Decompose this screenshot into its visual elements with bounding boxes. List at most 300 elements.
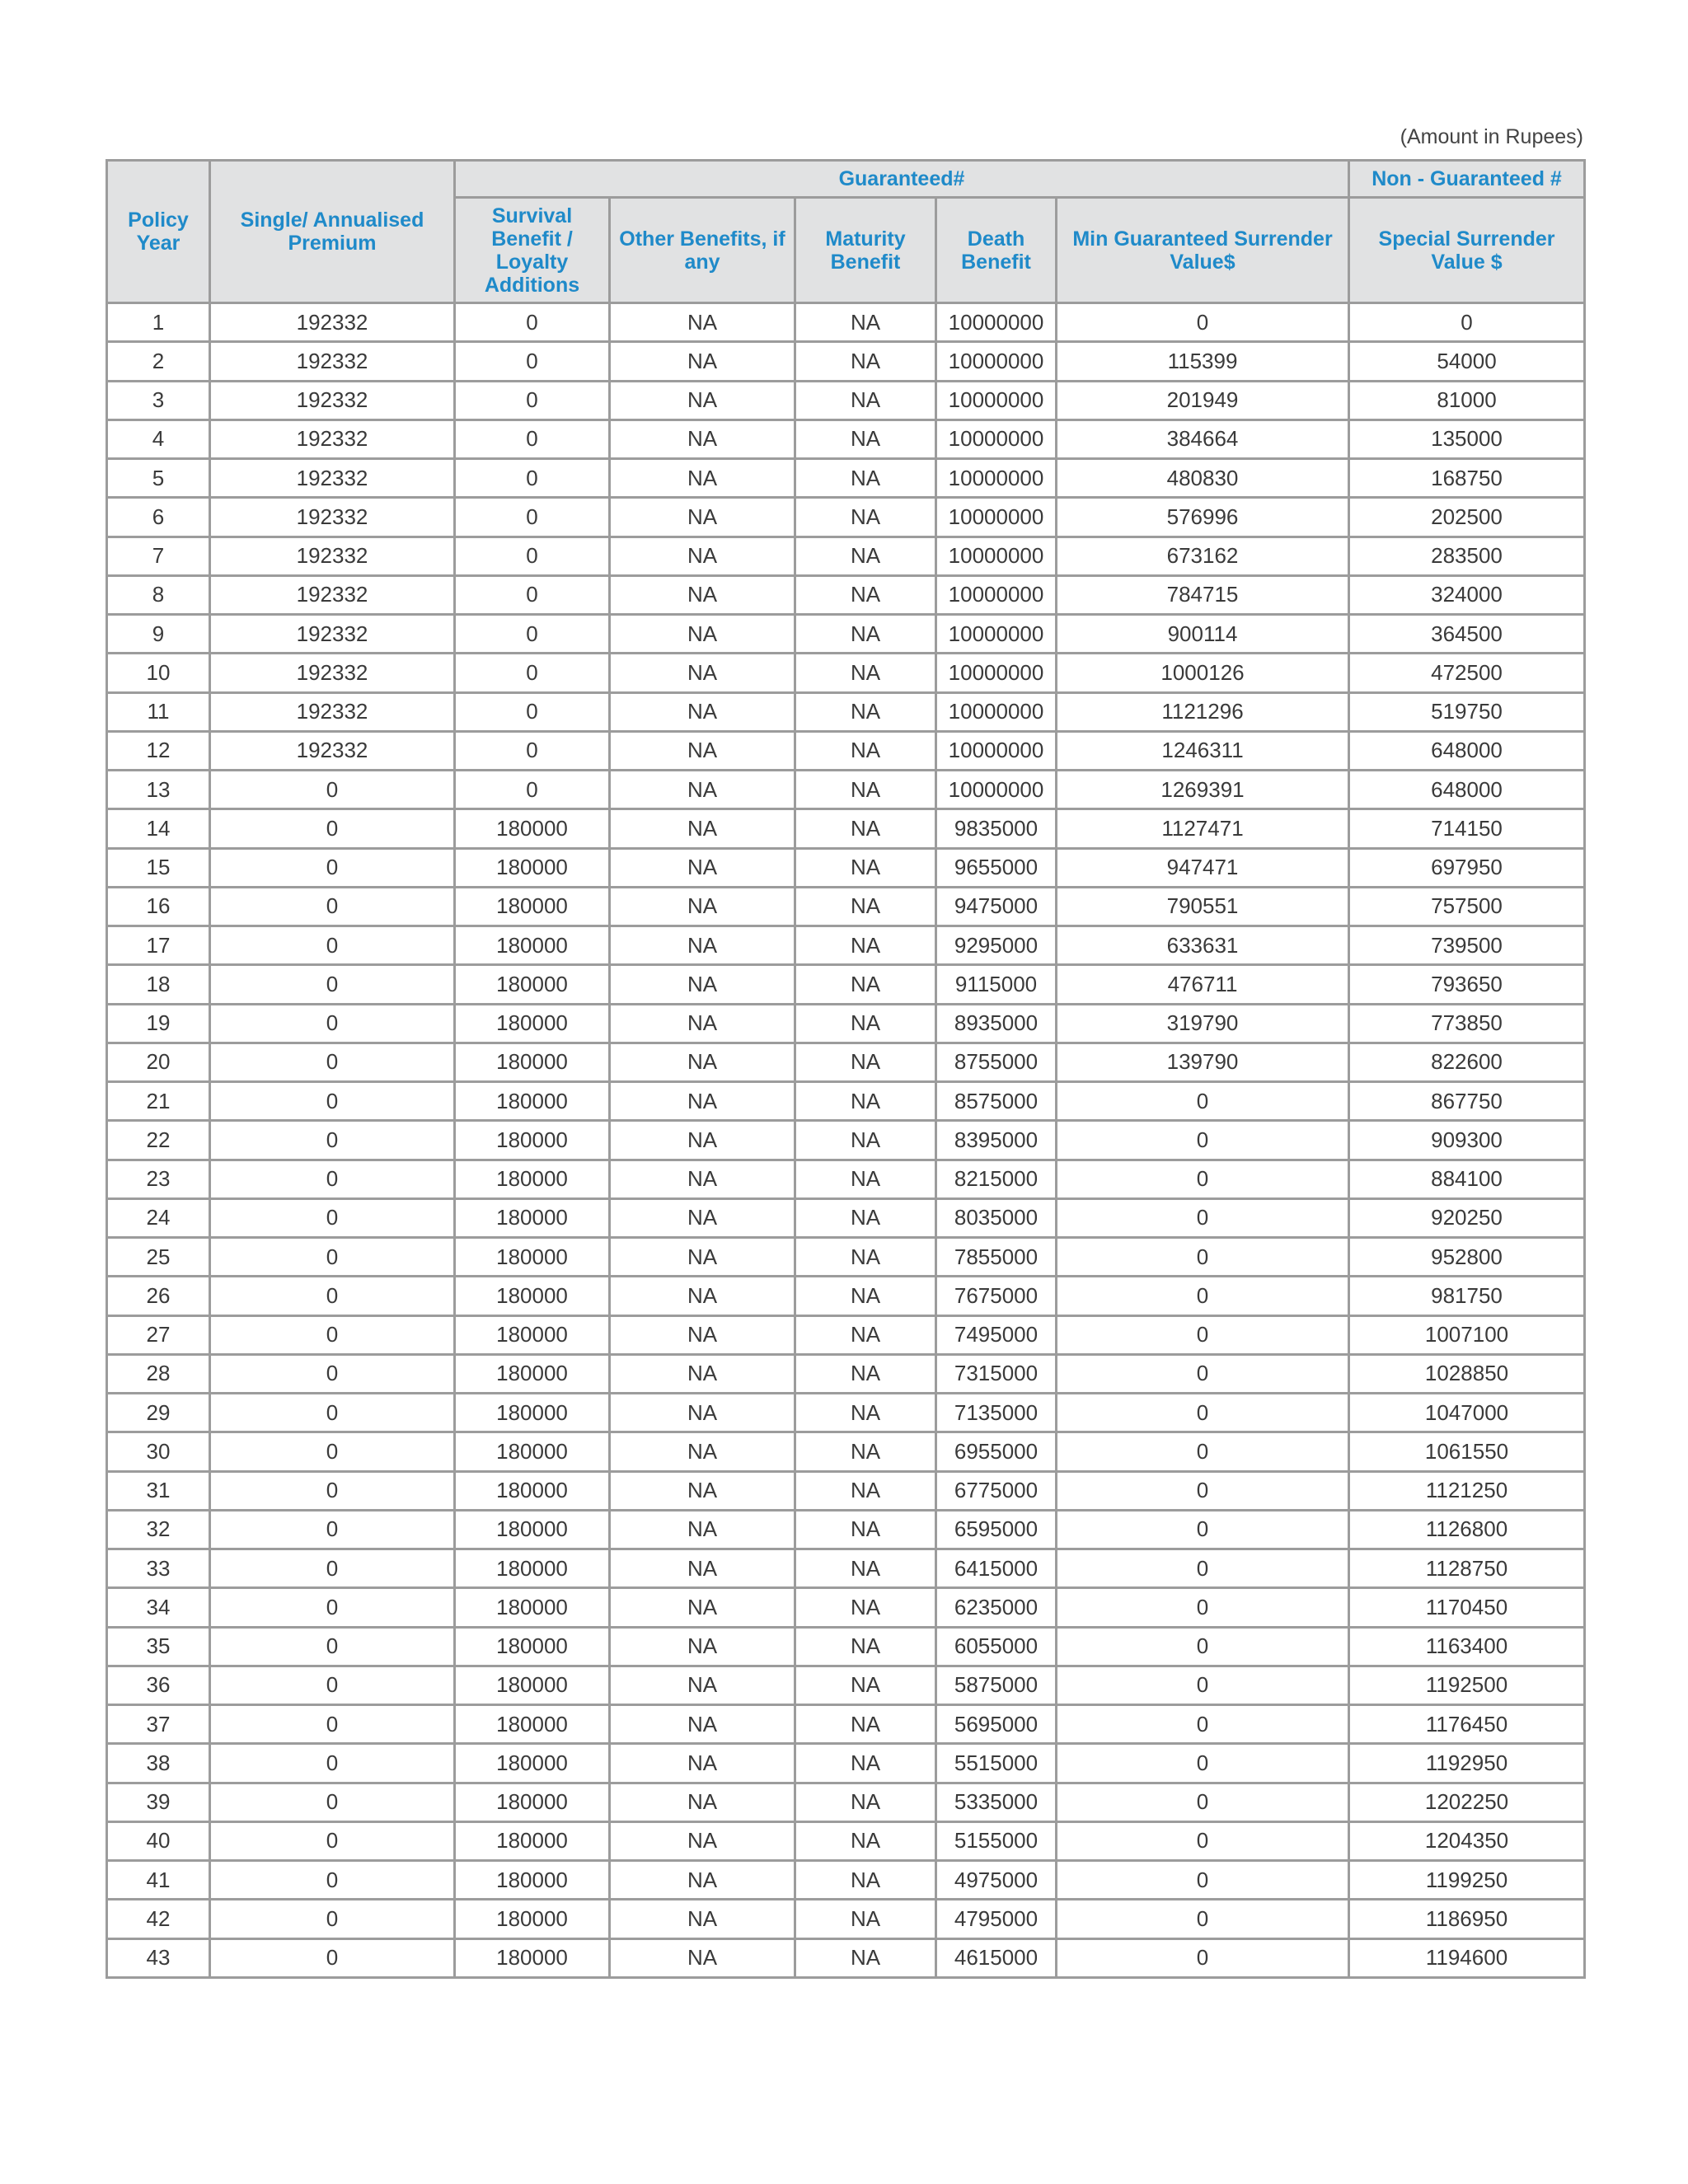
maturity-benefit-cell: NA xyxy=(795,692,936,731)
survival-benefit-cell: 0 xyxy=(455,575,610,614)
survival-benefit-cell: 0 xyxy=(455,419,610,458)
special-surrender-cell: 1047000 xyxy=(1349,1394,1585,1432)
min-surrender-cell: 900114 xyxy=(1057,615,1349,654)
special-surrender-cell: 867750 xyxy=(1349,1082,1585,1121)
maturity-benefit-cell: NA xyxy=(795,1900,936,1938)
premium-cell: 0 xyxy=(210,1627,455,1666)
survival-benefit-cell: 0 xyxy=(455,654,610,692)
other-benefits-cell: NA xyxy=(610,1705,795,1744)
maturity-benefit-cell: NA xyxy=(795,771,936,809)
policy-year-cell: 13 xyxy=(107,771,210,809)
death-benefit-cell: 10000000 xyxy=(936,342,1057,381)
table-row xyxy=(107,1315,1585,1354)
policy-year-cell: 36 xyxy=(107,1666,210,1704)
survival-benefit-cell: 180000 xyxy=(455,1354,610,1393)
header-special-surrender: Special Surrender Value $ xyxy=(1349,198,1585,303)
min-surrender-cell: 0 xyxy=(1057,1432,1349,1471)
policy-year-cell: 11 xyxy=(107,692,210,731)
death-benefit-cell: 5155000 xyxy=(936,1821,1057,1860)
table-row xyxy=(107,498,1585,537)
special-surrender-cell: 1061550 xyxy=(1349,1432,1585,1471)
survival-benefit-cell: 0 xyxy=(455,615,610,654)
min-surrender-cell: 0 xyxy=(1057,1821,1349,1860)
table-row xyxy=(107,692,1585,731)
special-surrender-cell: 981750 xyxy=(1349,1277,1585,1315)
maturity-benefit-cell: NA xyxy=(795,731,936,770)
premium-cell: 192332 xyxy=(210,498,455,537)
min-surrender-cell: 0 xyxy=(1057,1705,1349,1744)
death-benefit-cell: 5875000 xyxy=(936,1666,1057,1704)
other-benefits-cell: NA xyxy=(610,771,795,809)
death-benefit-cell: 6235000 xyxy=(936,1588,1057,1627)
header-survival-benefit: Survival Benefit / Loyalty Additions xyxy=(455,198,610,303)
other-benefits-cell: NA xyxy=(610,419,795,458)
premium-cell: 0 xyxy=(210,1354,455,1393)
special-surrender-cell: 739500 xyxy=(1349,926,1585,965)
maturity-benefit-cell: NA xyxy=(795,1238,936,1277)
policy-year-cell: 18 xyxy=(107,965,210,1004)
premium-cell: 0 xyxy=(210,926,455,965)
premium-cell: 0 xyxy=(210,1004,455,1043)
survival-benefit-cell: 180000 xyxy=(455,848,610,887)
death-benefit-cell: 10000000 xyxy=(936,419,1057,458)
maturity-benefit-cell: NA xyxy=(795,1121,936,1160)
special-surrender-cell: 920250 xyxy=(1349,1198,1585,1237)
min-surrender-cell: 480830 xyxy=(1057,459,1349,498)
maturity-benefit-cell: NA xyxy=(795,498,936,537)
other-benefits-cell: NA xyxy=(610,1900,795,1938)
premium-cell: 0 xyxy=(210,1549,455,1588)
other-benefits-cell: NA xyxy=(610,1744,795,1783)
other-benefits-cell: NA xyxy=(610,303,795,342)
death-benefit-cell: 6775000 xyxy=(936,1471,1057,1510)
table-row xyxy=(107,1432,1585,1471)
premium-cell: 192332 xyxy=(210,575,455,614)
maturity-benefit-cell: NA xyxy=(795,1588,936,1627)
other-benefits-cell: NA xyxy=(610,731,795,770)
other-benefits-cell: NA xyxy=(610,1666,795,1704)
survival-benefit-cell: 180000 xyxy=(455,1198,610,1237)
survival-benefit-cell: 180000 xyxy=(455,1315,610,1354)
table-row xyxy=(107,1198,1585,1237)
table-row xyxy=(107,1861,1585,1900)
maturity-benefit-cell: NA xyxy=(795,1198,936,1237)
policy-year-cell: 19 xyxy=(107,1004,210,1043)
premium-cell: 0 xyxy=(210,809,455,848)
min-surrender-cell: 139790 xyxy=(1057,1043,1349,1081)
policy-year-cell: 25 xyxy=(107,1238,210,1277)
premium-cell: 192332 xyxy=(210,537,455,575)
other-benefits-cell: NA xyxy=(610,1861,795,1900)
policy-year-cell: 23 xyxy=(107,1160,210,1198)
special-surrender-cell: 773850 xyxy=(1349,1004,1585,1043)
min-surrender-cell: 0 xyxy=(1057,1627,1349,1666)
other-benefits-cell: NA xyxy=(610,926,795,965)
policy-year-cell: 40 xyxy=(107,1821,210,1860)
survival-benefit-cell: 180000 xyxy=(455,1238,610,1277)
table-row xyxy=(107,459,1585,498)
table-row xyxy=(107,1666,1585,1704)
other-benefits-cell: NA xyxy=(610,1938,795,1977)
survival-benefit-cell: 180000 xyxy=(455,1783,610,1821)
min-surrender-cell: 0 xyxy=(1057,1238,1349,1277)
premium-cell: 0 xyxy=(210,1588,455,1627)
premium-cell: 0 xyxy=(210,1510,455,1549)
maturity-benefit-cell: NA xyxy=(795,1004,936,1043)
table-row xyxy=(107,926,1585,965)
premium-cell: 192332 xyxy=(210,692,455,731)
table-row xyxy=(107,1705,1585,1744)
death-benefit-cell: 5515000 xyxy=(936,1744,1057,1783)
header-guaranteed: Guaranteed# xyxy=(455,161,1349,198)
premium-cell: 0 xyxy=(210,1082,455,1121)
min-surrender-cell: 0 xyxy=(1057,1744,1349,1783)
min-surrender-cell: 1121296 xyxy=(1057,692,1349,731)
special-surrender-cell: 202500 xyxy=(1349,498,1585,537)
other-benefits-cell: NA xyxy=(610,654,795,692)
special-surrender-cell: 648000 xyxy=(1349,771,1585,809)
premium-cell: 192332 xyxy=(210,615,455,654)
maturity-benefit-cell: NA xyxy=(795,809,936,848)
benefit-illustration-table xyxy=(106,159,1586,1979)
death-benefit-cell: 8215000 xyxy=(936,1160,1057,1198)
premium-cell: 0 xyxy=(210,1277,455,1315)
death-benefit-cell: 6955000 xyxy=(936,1432,1057,1471)
special-surrender-cell: 1194600 xyxy=(1349,1938,1585,1977)
min-surrender-cell: 0 xyxy=(1057,1160,1349,1198)
maturity-benefit-cell: NA xyxy=(795,1160,936,1198)
death-benefit-cell: 10000000 xyxy=(936,537,1057,575)
other-benefits-cell: NA xyxy=(610,1432,795,1471)
death-benefit-cell: 7675000 xyxy=(936,1277,1057,1315)
table-row xyxy=(107,1510,1585,1549)
special-surrender-cell: 1126800 xyxy=(1349,1510,1585,1549)
policy-year-cell: 17 xyxy=(107,926,210,965)
survival-benefit-cell: 180000 xyxy=(455,965,610,1004)
table-row xyxy=(107,1783,1585,1821)
min-surrender-cell: 0 xyxy=(1057,1277,1349,1315)
min-surrender-cell: 790551 xyxy=(1057,887,1349,926)
special-surrender-cell: 648000 xyxy=(1349,731,1585,770)
death-benefit-cell: 9655000 xyxy=(936,848,1057,887)
death-benefit-cell: 9835000 xyxy=(936,809,1057,848)
survival-benefit-cell: 0 xyxy=(455,731,610,770)
min-surrender-cell: 1000126 xyxy=(1057,654,1349,692)
premium-cell: 192332 xyxy=(210,303,455,342)
table-row xyxy=(107,1394,1585,1432)
survival-benefit-cell: 180000 xyxy=(455,1043,610,1081)
survival-benefit-cell: 180000 xyxy=(455,1821,610,1860)
other-benefits-cell: NA xyxy=(610,381,795,419)
death-benefit-cell: 10000000 xyxy=(936,575,1057,614)
min-surrender-cell: 201949 xyxy=(1057,381,1349,419)
maturity-benefit-cell: NA xyxy=(795,926,936,965)
other-benefits-cell: NA xyxy=(610,1082,795,1121)
min-surrender-cell: 0 xyxy=(1057,1394,1349,1432)
death-benefit-cell: 6055000 xyxy=(936,1627,1057,1666)
min-surrender-cell: 0 xyxy=(1057,1588,1349,1627)
survival-benefit-cell: 0 xyxy=(455,381,610,419)
special-surrender-cell: 1170450 xyxy=(1349,1588,1585,1627)
policy-year-cell: 29 xyxy=(107,1394,210,1432)
survival-benefit-cell: 180000 xyxy=(455,1121,610,1160)
death-benefit-cell: 4975000 xyxy=(936,1861,1057,1900)
min-surrender-cell: 576996 xyxy=(1057,498,1349,537)
death-benefit-cell: 8035000 xyxy=(936,1198,1057,1237)
table-row xyxy=(107,342,1585,381)
other-benefits-cell: NA xyxy=(610,537,795,575)
premium-cell: 0 xyxy=(210,1198,455,1237)
policy-year-cell: 6 xyxy=(107,498,210,537)
table-row xyxy=(107,1588,1585,1627)
premium-cell: 192332 xyxy=(210,731,455,770)
premium-cell: 192332 xyxy=(210,419,455,458)
header-death-benefit: Death Benefit xyxy=(936,198,1057,303)
table-row xyxy=(107,1549,1585,1588)
other-benefits-cell: NA xyxy=(610,1627,795,1666)
premium-cell: 0 xyxy=(210,1043,455,1081)
min-surrender-cell: 0 xyxy=(1057,1198,1349,1237)
death-benefit-cell: 4615000 xyxy=(936,1938,1057,1977)
other-benefits-cell: NA xyxy=(610,1394,795,1432)
premium-cell: 192332 xyxy=(210,459,455,498)
policy-year-cell: 39 xyxy=(107,1783,210,1821)
death-benefit-cell: 10000000 xyxy=(936,692,1057,731)
policy-year-cell: 28 xyxy=(107,1354,210,1393)
premium-cell: 0 xyxy=(210,1783,455,1821)
policy-year-cell: 41 xyxy=(107,1861,210,1900)
other-benefits-cell: NA xyxy=(610,1160,795,1198)
survival-benefit-cell: 0 xyxy=(455,459,610,498)
death-benefit-cell: 7855000 xyxy=(936,1238,1057,1277)
premium-cell: 192332 xyxy=(210,381,455,419)
death-benefit-cell: 7315000 xyxy=(936,1354,1057,1393)
maturity-benefit-cell: NA xyxy=(795,1354,936,1393)
death-benefit-cell: 9475000 xyxy=(936,887,1057,926)
other-benefits-cell: NA xyxy=(610,887,795,926)
header-non-guaranteed: Non - Guaranteed # xyxy=(1349,161,1585,198)
maturity-benefit-cell: NA xyxy=(795,1627,936,1666)
death-benefit-cell: 10000000 xyxy=(936,498,1057,537)
maturity-benefit-cell: NA xyxy=(795,459,936,498)
survival-benefit-cell: 180000 xyxy=(455,1705,610,1744)
policy-year-cell: 35 xyxy=(107,1627,210,1666)
premium-cell: 0 xyxy=(210,1744,455,1783)
maturity-benefit-cell: NA xyxy=(795,381,936,419)
survival-benefit-cell: 0 xyxy=(455,537,610,575)
min-surrender-cell: 0 xyxy=(1057,1783,1349,1821)
table-row xyxy=(107,1821,1585,1860)
maturity-benefit-cell: NA xyxy=(795,342,936,381)
other-benefits-cell: NA xyxy=(610,615,795,654)
header-premium: Single/ Annualised Premium xyxy=(210,161,455,303)
maturity-benefit-cell: NA xyxy=(795,1783,936,1821)
other-benefits-cell: NA xyxy=(610,1549,795,1588)
min-surrender-cell: 1246311 xyxy=(1057,731,1349,770)
table-row xyxy=(107,1471,1585,1510)
min-surrender-cell: 1127471 xyxy=(1057,809,1349,848)
min-surrender-cell: 0 xyxy=(1057,1666,1349,1704)
maturity-benefit-cell: NA xyxy=(795,537,936,575)
table-row xyxy=(107,1938,1585,1977)
premium-cell: 0 xyxy=(210,887,455,926)
death-benefit-cell: 9115000 xyxy=(936,965,1057,1004)
table-row xyxy=(107,809,1585,848)
policy-year-cell: 30 xyxy=(107,1432,210,1471)
special-surrender-cell: 135000 xyxy=(1349,419,1585,458)
death-benefit-cell: 4795000 xyxy=(936,1900,1057,1938)
policy-year-cell: 15 xyxy=(107,848,210,887)
amount-note: (Amount in Rupees) xyxy=(1400,125,1583,148)
policy-year-cell: 26 xyxy=(107,1277,210,1315)
special-surrender-cell: 324000 xyxy=(1349,575,1585,614)
special-surrender-cell: 1192500 xyxy=(1349,1666,1585,1704)
special-surrender-cell: 519750 xyxy=(1349,692,1585,731)
maturity-benefit-cell: NA xyxy=(795,1549,936,1588)
death-benefit-cell: 10000000 xyxy=(936,771,1057,809)
special-surrender-cell: 1204350 xyxy=(1349,1821,1585,1860)
maturity-benefit-cell: NA xyxy=(795,1705,936,1744)
death-benefit-cell: 10000000 xyxy=(936,459,1057,498)
min-surrender-cell: 0 xyxy=(1057,1549,1349,1588)
special-surrender-cell: 793650 xyxy=(1349,965,1585,1004)
death-benefit-cell: 8935000 xyxy=(936,1004,1057,1043)
death-benefit-cell: 7135000 xyxy=(936,1394,1057,1432)
special-surrender-cell: 822600 xyxy=(1349,1043,1585,1081)
other-benefits-cell: NA xyxy=(610,1004,795,1043)
table-header xyxy=(107,161,1585,303)
special-surrender-cell: 1128750 xyxy=(1349,1549,1585,1588)
other-benefits-cell: NA xyxy=(610,498,795,537)
min-surrender-cell: 0 xyxy=(1057,1510,1349,1549)
other-benefits-cell: NA xyxy=(610,459,795,498)
maturity-benefit-cell: NA xyxy=(795,654,936,692)
min-surrender-cell: 947471 xyxy=(1057,848,1349,887)
policy-year-cell: 31 xyxy=(107,1471,210,1510)
table-row xyxy=(107,965,1585,1004)
table-row xyxy=(107,1004,1585,1043)
policy-year-cell: 2 xyxy=(107,342,210,381)
other-benefits-cell: NA xyxy=(610,575,795,614)
maturity-benefit-cell: NA xyxy=(795,1938,936,1977)
policy-year-cell: 16 xyxy=(107,887,210,926)
premium-cell: 0 xyxy=(210,1666,455,1704)
table-row xyxy=(107,1354,1585,1393)
survival-benefit-cell: 180000 xyxy=(455,1861,610,1900)
policy-year-cell: 22 xyxy=(107,1121,210,1160)
special-surrender-cell: 1192950 xyxy=(1349,1744,1585,1783)
other-benefits-cell: NA xyxy=(610,1510,795,1549)
survival-benefit-cell: 180000 xyxy=(455,809,610,848)
maturity-benefit-cell: NA xyxy=(795,1277,936,1315)
survival-benefit-cell: 0 xyxy=(455,692,610,731)
premium-cell: 0 xyxy=(210,771,455,809)
special-surrender-cell: 1028850 xyxy=(1349,1354,1585,1393)
death-benefit-cell: 8755000 xyxy=(936,1043,1057,1081)
min-surrender-cell: 319790 xyxy=(1057,1004,1349,1043)
policy-year-cell: 1 xyxy=(107,303,210,342)
policy-year-cell: 7 xyxy=(107,537,210,575)
premium-cell: 192332 xyxy=(210,342,455,381)
premium-cell: 0 xyxy=(210,1705,455,1744)
premium-cell: 0 xyxy=(210,1432,455,1471)
survival-benefit-cell: 180000 xyxy=(455,1900,610,1938)
policy-year-cell: 12 xyxy=(107,731,210,770)
table-body xyxy=(107,303,1585,1978)
survival-benefit-cell: 180000 xyxy=(455,1549,610,1588)
survival-benefit-cell: 180000 xyxy=(455,887,610,926)
survival-benefit-cell: 180000 xyxy=(455,1588,610,1627)
survival-benefit-cell: 180000 xyxy=(455,1627,610,1666)
min-surrender-cell: 0 xyxy=(1057,1315,1349,1354)
premium-cell: 0 xyxy=(210,1238,455,1277)
survival-benefit-cell: 180000 xyxy=(455,1744,610,1783)
other-benefits-cell: NA xyxy=(610,848,795,887)
survival-benefit-cell: 180000 xyxy=(455,1432,610,1471)
min-surrender-cell: 0 xyxy=(1057,1471,1349,1510)
maturity-benefit-cell: NA xyxy=(795,848,936,887)
table-row xyxy=(107,615,1585,654)
other-benefits-cell: NA xyxy=(610,809,795,848)
header-maturity-benefit: Maturity Benefit xyxy=(795,198,936,303)
min-surrender-cell: 0 xyxy=(1057,1900,1349,1938)
table-row xyxy=(107,848,1585,887)
survival-benefit-cell: 0 xyxy=(455,303,610,342)
maturity-benefit-cell: NA xyxy=(795,303,936,342)
special-surrender-cell: 283500 xyxy=(1349,537,1585,575)
maturity-benefit-cell: NA xyxy=(795,1666,936,1704)
table-row xyxy=(107,1627,1585,1666)
death-benefit-cell: 6595000 xyxy=(936,1510,1057,1549)
min-surrender-cell: 0 xyxy=(1057,1354,1349,1393)
survival-benefit-cell: 180000 xyxy=(455,1471,610,1510)
other-benefits-cell: NA xyxy=(610,692,795,731)
death-benefit-cell: 10000000 xyxy=(936,654,1057,692)
special-surrender-cell: 1186950 xyxy=(1349,1900,1585,1938)
premium-cell: 0 xyxy=(210,1471,455,1510)
table-row xyxy=(107,771,1585,809)
policy-year-cell: 42 xyxy=(107,1900,210,1938)
min-surrender-cell: 476711 xyxy=(1057,965,1349,1004)
policy-year-cell: 5 xyxy=(107,459,210,498)
special-surrender-cell: 81000 xyxy=(1349,381,1585,419)
header-min-guaranteed-surrender: Min Guaranteed Surrender Value$ xyxy=(1057,198,1349,303)
survival-benefit-cell: 180000 xyxy=(455,1160,610,1198)
special-surrender-cell: 1199250 xyxy=(1349,1861,1585,1900)
special-surrender-cell: 757500 xyxy=(1349,887,1585,926)
policy-year-cell: 14 xyxy=(107,809,210,848)
death-benefit-cell: 7495000 xyxy=(936,1315,1057,1354)
min-surrender-cell: 384664 xyxy=(1057,419,1349,458)
premium-cell: 0 xyxy=(210,1160,455,1198)
death-benefit-cell: 10000000 xyxy=(936,303,1057,342)
special-surrender-cell: 364500 xyxy=(1349,615,1585,654)
policy-year-cell: 8 xyxy=(107,575,210,614)
death-benefit-cell: 8395000 xyxy=(936,1121,1057,1160)
special-surrender-cell: 1007100 xyxy=(1349,1315,1585,1354)
policy-year-cell: 43 xyxy=(107,1938,210,1977)
maturity-benefit-cell: NA xyxy=(795,887,936,926)
policy-year-cell: 9 xyxy=(107,615,210,654)
policy-year-cell: 4 xyxy=(107,419,210,458)
other-benefits-cell: NA xyxy=(610,1277,795,1315)
premium-cell: 0 xyxy=(210,848,455,887)
table-row xyxy=(107,575,1585,614)
other-benefits-cell: NA xyxy=(610,1588,795,1627)
table-row xyxy=(107,654,1585,692)
other-benefits-cell: NA xyxy=(610,965,795,1004)
survival-benefit-cell: 180000 xyxy=(455,1938,610,1977)
